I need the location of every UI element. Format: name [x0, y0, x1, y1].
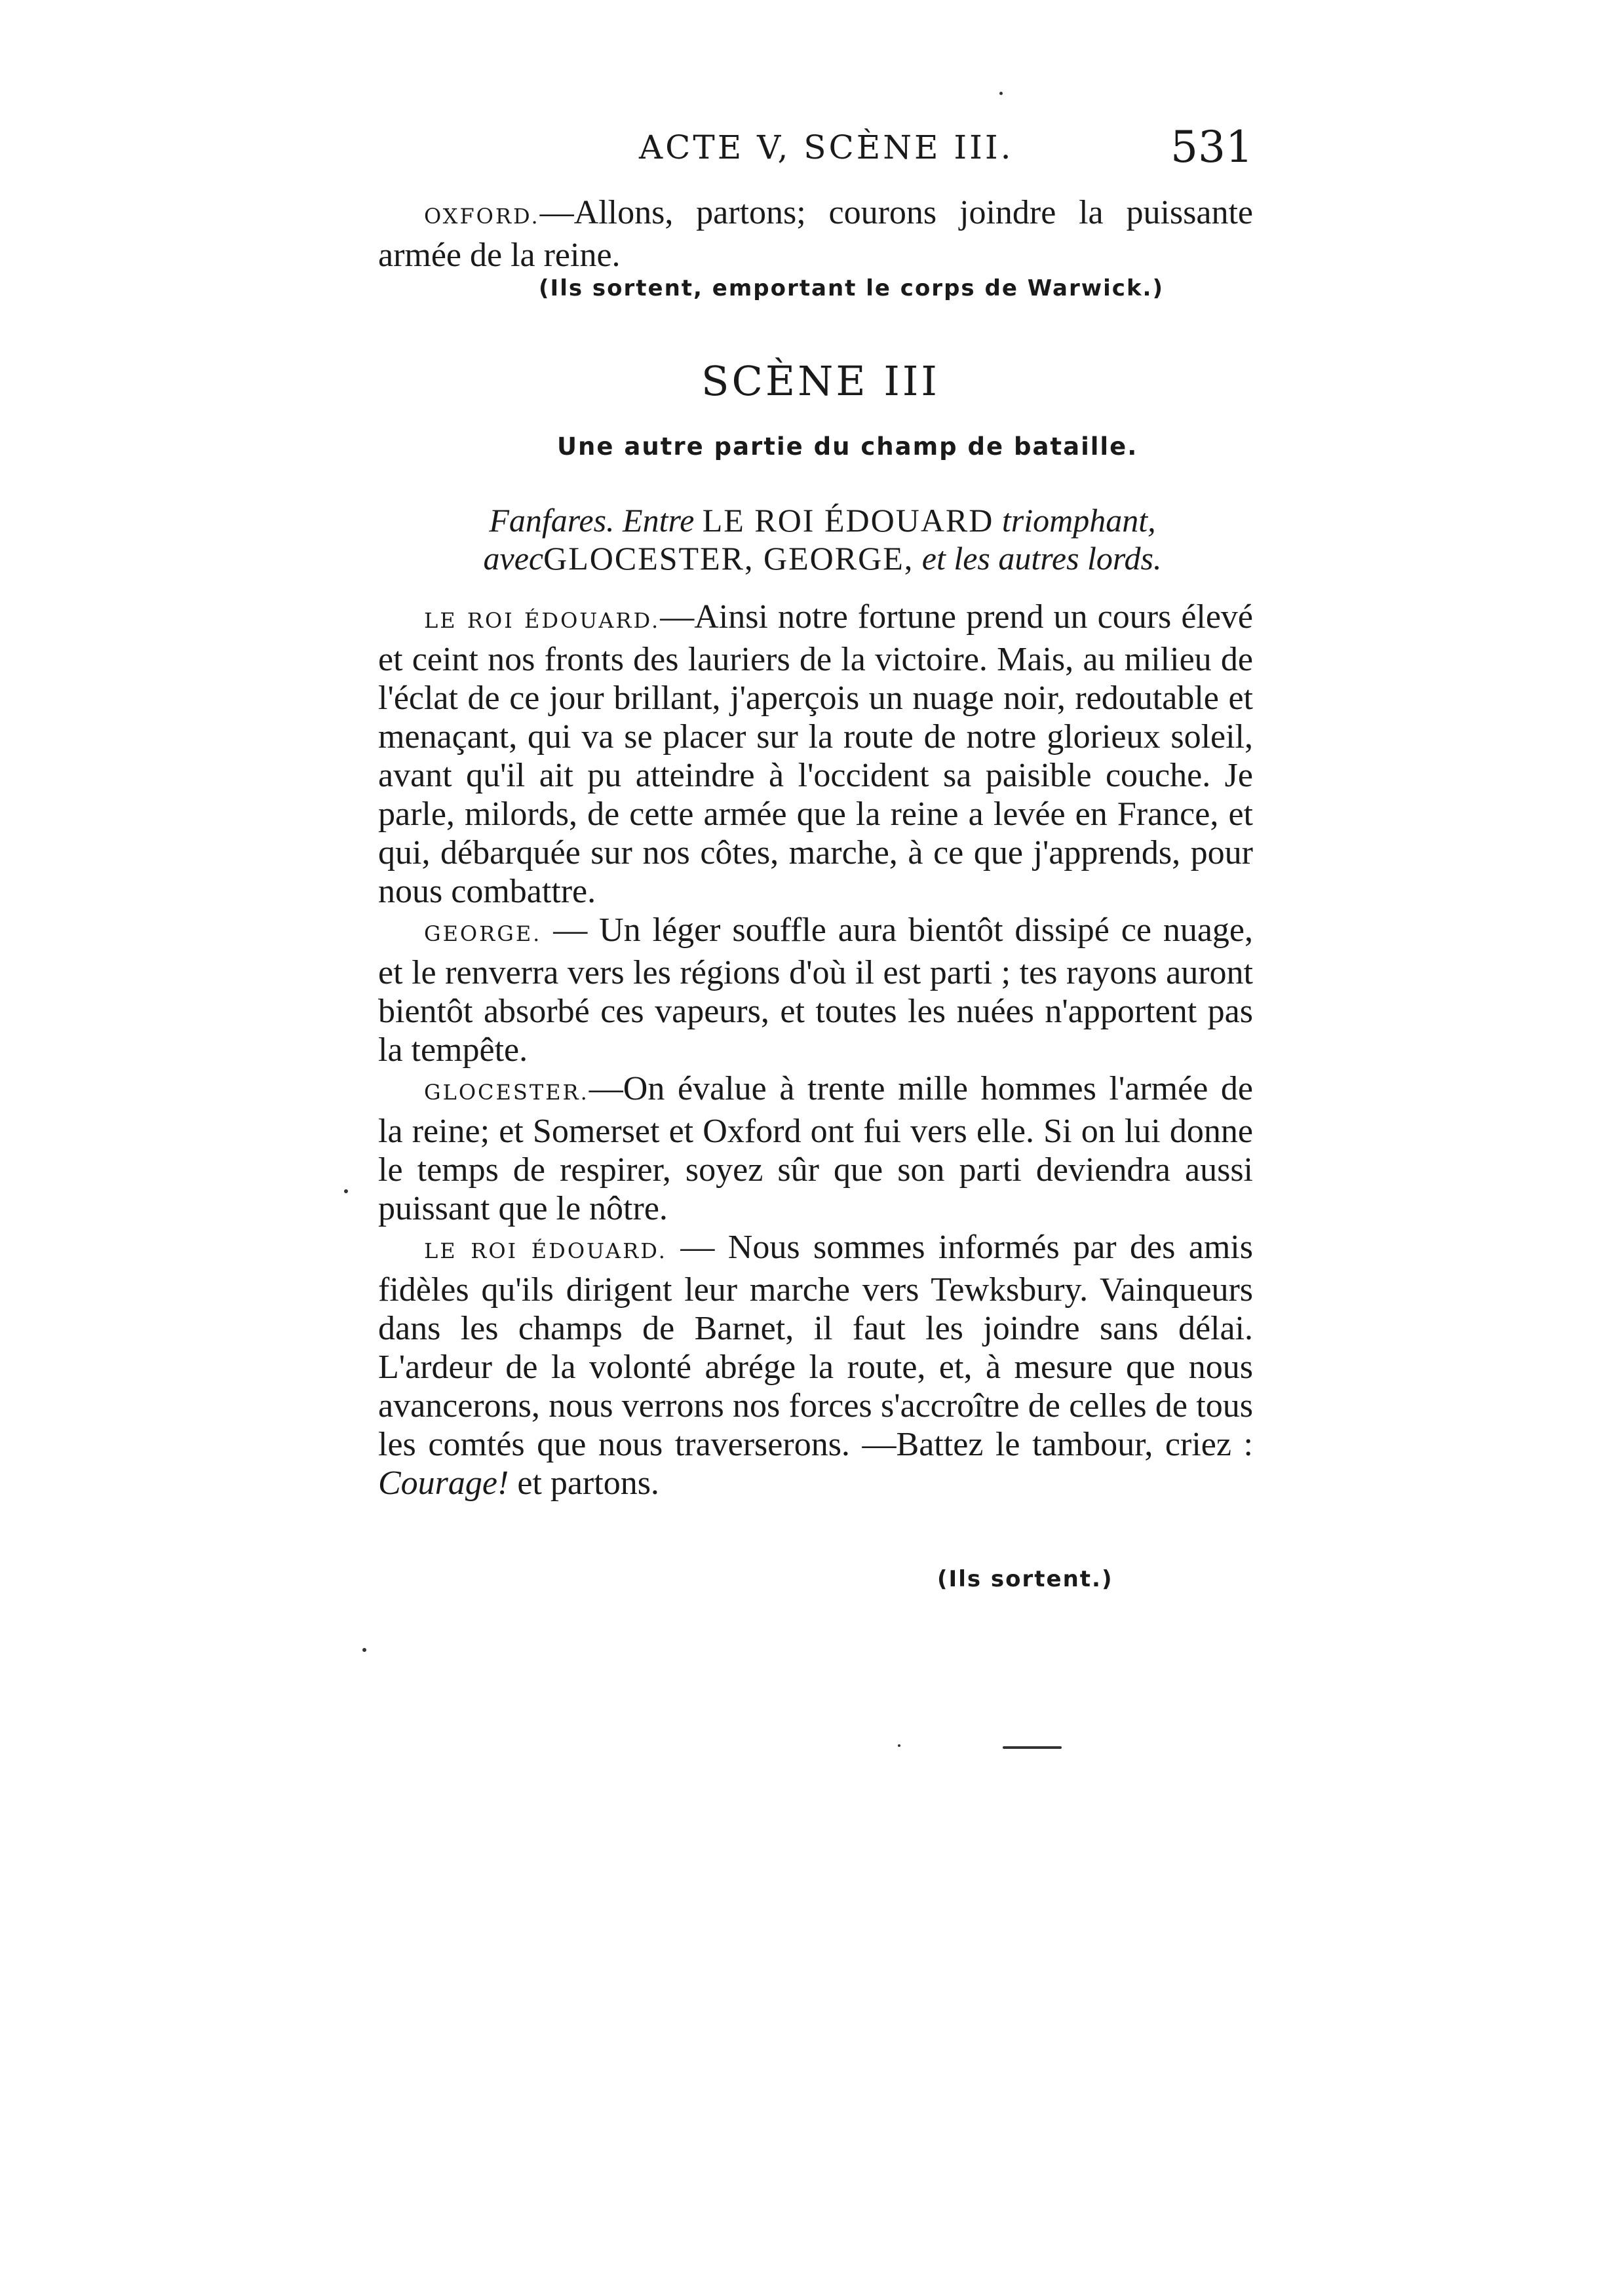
entrance-direction	[393, 501, 1252, 577]
speech-text: — Nous sommes informés par des amis fidèles qu'ils dirigent leur marche vers Tewksbury. Vainqueurs dans les champs de Barnet, il faut les joindre sans délai. L'ardeur de la volonté abrége la route, et, à mesure que nous avancerons, nous verrons nos forces s'accroître de celles de tous les comtés que nous traverserons. —Battez le tambour, criez :	[378, 1229, 1253, 1463]
speech-paragraph	[378, 911, 1253, 1069]
entrance-characters: GLOCESTER, GEORGE,	[543, 540, 914, 577]
speech-emphasis: Courage!	[378, 1464, 509, 1502]
entrance-avec: avec	[483, 540, 544, 577]
speaker-name: GLOCESTER.	[424, 1080, 589, 1105]
print-speck	[898, 1744, 900, 1747]
speech-text: et partons.	[509, 1464, 659, 1502]
speech-paragraph	[378, 1069, 1253, 1228]
speech-paragraph	[378, 598, 1253, 911]
entrance-triumphant: triomphant,	[1001, 502, 1156, 539]
oxford-speech	[378, 193, 1253, 275]
speaker-name: LE ROI ÉDOUARD.	[424, 1238, 667, 1263]
print-speck	[344, 1189, 348, 1193]
speaker-name: GEORGE.	[424, 921, 542, 946]
speaker-name: OXFORD.	[424, 204, 540, 229]
page-number: 531	[1170, 122, 1253, 172]
scene-setting: Une autre partie du champ de bataille.	[557, 432, 1138, 461]
speech-text: —On évalue à trente mille hommes l'armée de la reine; et Somerset et Oxford ont fui vers elle. Si on lui donne le temps de respirer, soyez sûr que son parti deviendra aussi puissant que le nôtre.	[378, 1070, 1253, 1227]
speech-text: —Ainsi notre fortune prend un cours élevé et ceint nos fronts des lauriers de la victoire. Mais, au milieu de l'éclat de ce jour brillant, j'aperçois un nuage noir, redoutable et menaçant, qui va se placer sur la route de notre glorieux soleil, avant qu'il ait pu atteindre à l'occident sa paisible couche. Je parle, milords, de cette armée que la reine a levée en France, et qui, débarquée sur nos côtes, marche, à ce que j'apprends, pour nous combattre.	[378, 598, 1254, 910]
print-speck	[1003, 1746, 1062, 1749]
running-head	[378, 122, 1253, 174]
speaker-name: LE ROI ÉDOUARD.	[424, 608, 661, 633]
print-speck	[999, 92, 1003, 95]
dialogue	[378, 598, 1253, 1502]
final-stage-direction: (Ils sortent.)	[937, 1566, 1113, 1592]
speech-paragraph	[378, 1228, 1253, 1502]
scene-heading: SCÈNE III	[701, 357, 940, 405]
entrance-king: LE ROI ÉDOUARD	[702, 502, 994, 539]
speech-text: —Allons, partons; courons joindre la puissante armée de la reine.	[378, 194, 1253, 274]
print-speck	[362, 1648, 366, 1652]
entrance-fanfares: Fanfares.	[489, 502, 615, 539]
stage-direction: (Ils sortent, emportant le corps de Warwick.)	[539, 275, 1165, 301]
entrance-others: et les autres lords.	[921, 540, 1162, 577]
speech-text: — Un léger souffle aura bientôt dissipé ce nuage, et le renverra vers les régions d'où il est parti ; tes rayons auront bientôt absorbé ces vapeurs, et toutes les nuées n'apportent pas la tempête.	[378, 911, 1253, 1069]
entrance-entre: Entre	[623, 502, 695, 539]
running-title: ACTE V, SCÈNE III.	[639, 128, 1014, 166]
